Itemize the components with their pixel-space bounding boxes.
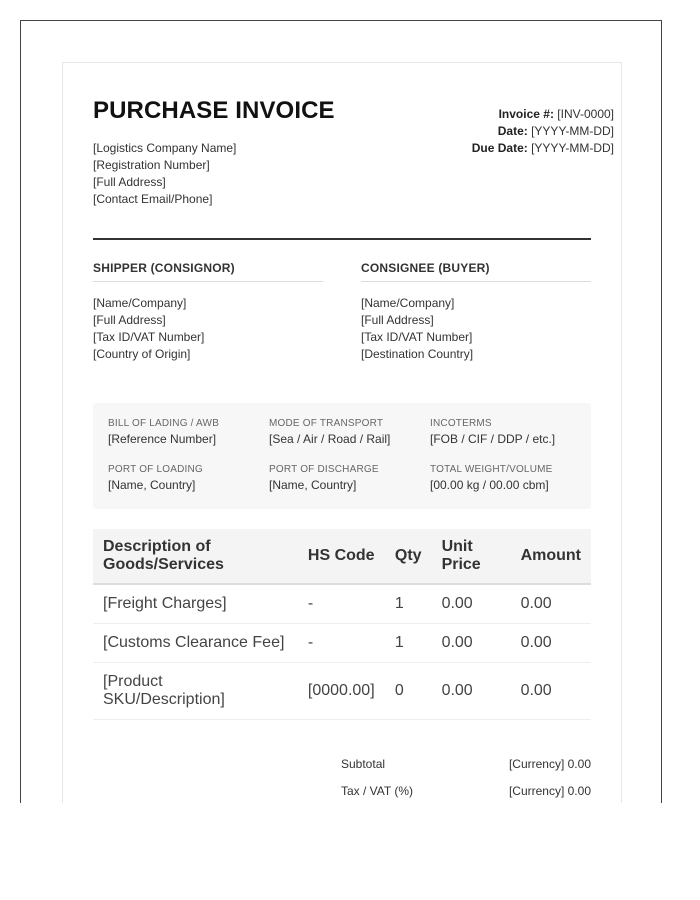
consignee-section: [361, 261, 591, 363]
item-description: [Customs Clearance Fee]: [93, 624, 298, 663]
shipper-section: [93, 261, 323, 363]
item-unit-price: 0.00: [432, 624, 511, 663]
column-header-description: Description of Goods/Services: [93, 529, 298, 584]
company-info: [93, 140, 236, 208]
item-qty: 1: [385, 584, 432, 624]
port-of-loading: [108, 464, 203, 492]
tax-label: Tax / VAT (%): [341, 784, 414, 798]
item-qty: 0: [385, 663, 432, 720]
column-header-qty: Qty: [385, 529, 432, 584]
port-of-discharge: [269, 464, 379, 492]
port-of-discharge-value: [Name, Country]: [269, 478, 357, 492]
due-date-label: Due Date:: [471, 141, 528, 155]
invoice-meta: [472, 106, 614, 157]
bill-of-lading-label: BILL OF LADING / AWB: [108, 418, 220, 429]
item-hs-code: -: [298, 584, 385, 624]
invoice-number-row: [472, 106, 614, 123]
item-description: [Freight Charges]: [93, 584, 298, 624]
consignee-address: [Full Address]: [361, 313, 434, 327]
consignee-name: [Name/Company]: [361, 296, 455, 310]
table-row: [93, 624, 591, 663]
document-frame: [20, 20, 662, 803]
item-amount: 0.00: [511, 663, 591, 720]
item-hs-code: [0000.00]: [298, 663, 385, 720]
consignee-tax-id: [Tax ID/VAT Number]: [361, 330, 473, 344]
incoterms-value: [FOB / CIF / DDP / etc.]: [430, 432, 556, 446]
total-weight-volume-label: TOTAL WEIGHT/VOLUME: [430, 464, 553, 475]
table-header-row: [93, 529, 591, 584]
subtotal-row: [341, 757, 591, 784]
item-amount: 0.00: [511, 584, 591, 624]
due-date-value: [YYYY-MM-DD]: [531, 141, 614, 155]
invoice-number-label: Invoice #:: [498, 107, 554, 121]
total-weight-volume: [430, 464, 553, 492]
invoice-date-row: [472, 123, 614, 140]
table-row: [93, 663, 591, 720]
tax-row: [341, 784, 591, 803]
item-unit-price: 0.00: [432, 663, 511, 720]
item-qty: 1: [385, 624, 432, 663]
shipper-name: [Name/Company]: [93, 296, 187, 310]
item-unit-price: 0.00: [432, 584, 511, 624]
bill-of-lading-value: [Reference Number]: [108, 432, 217, 446]
header-divider: [93, 238, 591, 240]
item-description: [Product SKU/Description]: [93, 663, 298, 720]
invoice-title: PURCHASE INVOICE: [93, 97, 335, 124]
item-hs-code: -: [298, 624, 385, 663]
shipping-details-box: [93, 403, 591, 509]
column-header-hs-code: HS Code: [298, 529, 385, 584]
item-amount: 0.00: [511, 624, 591, 663]
port-of-loading-label: PORT OF LOADING: [108, 464, 203, 475]
port-of-discharge-label: PORT OF DISCHARGE: [269, 464, 379, 475]
table-row: [93, 584, 591, 624]
mode-of-transport: [269, 418, 390, 446]
invoice-page: [62, 62, 622, 803]
invoice-date-value: [YYYY-MM-DD]: [531, 124, 614, 138]
company-address: [Full Address]: [93, 175, 166, 189]
totals-section: [341, 757, 591, 803]
port-of-loading-value: [Name, Country]: [108, 478, 196, 492]
line-items-table: [93, 529, 591, 720]
shipper-heading: SHIPPER (CONSIGNOR): [93, 261, 323, 282]
due-date-row: [472, 140, 614, 157]
company-contact: [Contact Email/Phone]: [93, 192, 213, 206]
total-weight-volume-value: [00.00 kg / 00.00 cbm]: [430, 478, 549, 492]
incoterms: [430, 418, 555, 446]
invoice-number-value: [INV-0000]: [557, 107, 614, 121]
invoice-date-label: Date:: [497, 124, 528, 138]
column-header-amount: Amount: [511, 529, 591, 584]
shipper-address: [Full Address]: [93, 313, 166, 327]
mode-of-transport-label: MODE OF TRANSPORT: [269, 418, 384, 429]
consignee-heading: CONSIGNEE (BUYER): [361, 261, 591, 282]
subtotal-label: Subtotal: [341, 757, 386, 771]
column-header-unit-price: Unit Price: [432, 529, 511, 584]
tax-value: [Currency] 0.00: [508, 784, 591, 798]
shipper-country: [Country of Origin]: [93, 347, 191, 361]
mode-of-transport-value: [Sea / Air / Road / Rail]: [269, 432, 391, 446]
company-registration: [Registration Number]: [93, 158, 210, 172]
subtotal-value: [Currency] 0.00: [508, 757, 591, 771]
incoterms-label: INCOTERMS: [430, 418, 492, 429]
bill-of-lading: [108, 418, 219, 446]
consignee-country: [Destination Country]: [361, 347, 474, 361]
company-name: [Logistics Company Name]: [93, 141, 237, 155]
shipper-tax-id: [Tax ID/VAT Number]: [93, 330, 205, 344]
